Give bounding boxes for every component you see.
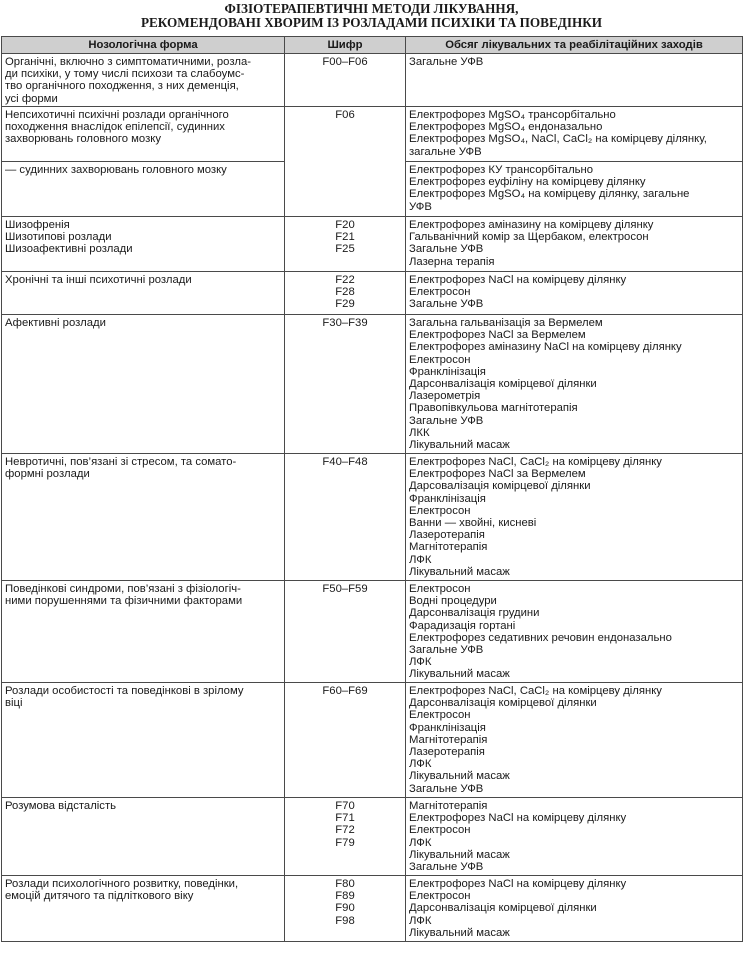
code-line: F21 bbox=[335, 231, 355, 244]
measure-line: Водні процедури bbox=[409, 595, 497, 608]
code-line: F40–F48 bbox=[322, 456, 368, 468]
measure-line: Лазерометрія bbox=[409, 390, 481, 403]
measure-line: Електросон bbox=[409, 583, 471, 595]
code-line: F29 bbox=[335, 298, 355, 311]
form-cell bbox=[2, 217, 285, 272]
physiotherapy-table bbox=[1, 36, 743, 942]
form-cell bbox=[2, 107, 285, 162]
code-line: F89 bbox=[335, 890, 355, 903]
measure-line: Загальне УФВ bbox=[409, 644, 484, 657]
code-line: F20 bbox=[335, 219, 355, 231]
measure-line: Дарсовалізація комірцевої ділянки bbox=[409, 480, 591, 493]
document-title bbox=[0, 2, 743, 30]
form-line: ними порушеннями та фізичними факторами bbox=[5, 595, 243, 608]
measure-line: Електрофорез еуфіліну на комірцеву ділянку bbox=[409, 176, 646, 189]
form-cell bbox=[2, 272, 285, 315]
header-code: Шифр bbox=[285, 37, 406, 54]
form-line: Органічні, включно з симптоматичними, розла- bbox=[5, 56, 252, 68]
form-line: тво органічного походження, з них деменція, bbox=[5, 80, 239, 93]
measure-line: ЛФК bbox=[409, 758, 432, 771]
table-row bbox=[2, 683, 743, 798]
measure-line: Магнітотерапія bbox=[409, 733, 488, 746]
code-cell bbox=[285, 315, 406, 454]
measure-line: Електрофорез аміназину NaCl на комірцеву ділянку bbox=[409, 341, 682, 354]
code-line: F80 bbox=[335, 878, 355, 890]
measures-cell bbox=[406, 876, 743, 942]
form-cell bbox=[2, 454, 285, 581]
code-line: F90 bbox=[335, 902, 355, 915]
table-row bbox=[2, 581, 743, 683]
form-line: ди психіки, у тому числі психози та слабоумс- bbox=[5, 68, 245, 81]
form-cell bbox=[2, 683, 285, 798]
measure-line: Електросон bbox=[409, 709, 471, 722]
measure-line: Франклінізація bbox=[409, 721, 486, 734]
measure-line: Електросон bbox=[409, 286, 471, 299]
code-line: F79 bbox=[335, 836, 355, 849]
form-line: захворювань головного мозку bbox=[5, 133, 161, 146]
measure-line: Дарсонвалізація комірцевої ділянки bbox=[409, 697, 597, 710]
table-row bbox=[2, 454, 743, 581]
measure-line: Електрофорез NaCl за Вермелем bbox=[409, 329, 586, 342]
measure-line: Електросон bbox=[409, 353, 471, 366]
measures-cell bbox=[406, 581, 743, 683]
measure-line: Дарсонвалізація грудини bbox=[409, 607, 540, 620]
measure-line: Загальне УФВ bbox=[409, 56, 484, 68]
table-row bbox=[2, 798, 743, 876]
measures-cell bbox=[406, 217, 743, 272]
table-row bbox=[2, 272, 743, 315]
code-cell bbox=[285, 217, 406, 272]
code-line: F22 bbox=[335, 274, 355, 286]
form-line: усі форми bbox=[5, 92, 58, 105]
measure-line: ЛФК bbox=[409, 553, 432, 566]
measure-line: Лікувальний масаж bbox=[409, 565, 510, 578]
code-line: F98 bbox=[335, 914, 355, 927]
code-line: F72 bbox=[335, 824, 355, 837]
code-line: F25 bbox=[335, 243, 355, 256]
measures-cell bbox=[406, 683, 743, 798]
measure-line: ЛФК bbox=[409, 656, 432, 669]
measures-cell bbox=[406, 454, 743, 581]
measure-line: Електрофорез NaCl на комірцеву ділянку bbox=[409, 878, 627, 890]
form-line: Шизоафективні розлади bbox=[5, 243, 133, 256]
measure-line: Гальванічний комір за Щербаком, електросон bbox=[409, 231, 649, 244]
measure-line: Електрофорез NaCl за Вермелем bbox=[409, 468, 586, 481]
form-line: походження внаслідок епілепсії, судинних bbox=[5, 121, 225, 134]
measure-line: Лікувальний масаж bbox=[409, 668, 510, 681]
code-line: F71 bbox=[335, 812, 355, 825]
table-row bbox=[2, 54, 743, 107]
table-row bbox=[2, 107, 743, 162]
measure-line: Загальне УФВ bbox=[409, 782, 484, 795]
measure-line: Дарсонвалізація комірцевої ділянки bbox=[409, 902, 597, 915]
code-line: F00–F06 bbox=[322, 56, 368, 68]
code-cell bbox=[285, 272, 406, 315]
form-line: Розлади психологічного розвитку, поведінки, bbox=[5, 878, 239, 890]
measure-line: Електросон bbox=[409, 890, 471, 903]
form-line: Хронічні та інші психотичні розлади bbox=[5, 274, 192, 286]
title-line-2: РЕКОМЕНДОВАНІ ХВОРИМ ІЗ РОЗЛАДАМИ ПСИХІКИ ТА ПОВЕДІНКИ bbox=[140, 15, 603, 30]
measure-line: ЛКК bbox=[409, 426, 430, 439]
form-line: емоцій дитячого та підліткового віку bbox=[5, 890, 194, 903]
measures-cell bbox=[406, 272, 743, 315]
measure-line: Загальне УФВ bbox=[409, 414, 484, 427]
table-row bbox=[2, 217, 743, 272]
form-line: Афективні розлади bbox=[5, 317, 106, 329]
measure-line: Лазеротерапія bbox=[409, 746, 485, 759]
measure-line: Електрофорез NaCl, CaCl₂ на комірцеву ділянку bbox=[409, 685, 662, 697]
measures-cell bbox=[406, 798, 743, 876]
measure-line: Електросон bbox=[409, 824, 471, 837]
code-cell bbox=[285, 683, 406, 798]
form-line: Шизофренія bbox=[5, 219, 70, 231]
measure-line: Електрофорез седативних речовин ендоназально bbox=[409, 631, 672, 644]
measure-line: Електрофорез MgSO₄ ендоназально bbox=[409, 121, 603, 134]
measure-line: УФВ bbox=[409, 200, 432, 213]
form-cell bbox=[2, 581, 285, 683]
code-cell bbox=[285, 581, 406, 683]
measure-line: Лікувальний масаж bbox=[409, 926, 510, 939]
measure-line: Електрофорез КУ трансорбітально bbox=[409, 164, 594, 176]
measure-line: Електрофорез MgSO₄ трансорбітально bbox=[409, 109, 616, 121]
measures-cell bbox=[406, 162, 743, 217]
measure-line: Електрофорез NaCl на комірцеву ділянку bbox=[409, 274, 627, 286]
form-line: віці bbox=[5, 697, 23, 710]
code-line: F06 bbox=[335, 109, 355, 121]
measures-cell bbox=[406, 107, 743, 162]
code-cell bbox=[285, 798, 406, 876]
form-line: Розумова відсталість bbox=[5, 800, 117, 812]
table-header-row bbox=[2, 37, 743, 54]
code-cell bbox=[285, 107, 406, 217]
measures-cell bbox=[406, 54, 743, 107]
measure-line: ЛФК bbox=[409, 836, 432, 849]
measure-line: Лазеротерапія bbox=[409, 529, 485, 542]
code-line: F28 bbox=[335, 286, 355, 299]
measure-line: Дарсонвалізація комірцевої ділянки bbox=[409, 378, 597, 391]
measure-line: загальне УФВ bbox=[409, 145, 482, 158]
form-cell bbox=[2, 315, 285, 454]
measure-line: Електрофорез NaCl на комірцеву ділянку bbox=[409, 812, 627, 825]
form-line: Розлади особистості та поведінкові в зрілому bbox=[5, 685, 244, 697]
table-row bbox=[2, 315, 743, 454]
header-nosological-form: Нозологічна форма bbox=[2, 37, 285, 54]
form-cell bbox=[2, 162, 285, 217]
form-cell bbox=[2, 798, 285, 876]
code-cell bbox=[285, 454, 406, 581]
code-line: F50–F59 bbox=[322, 583, 368, 595]
header-measures: Обсяг лікувальних та реабілітаційних заходів bbox=[406, 37, 743, 54]
measure-line: Магнітотерапія bbox=[409, 541, 488, 554]
title-line-1: ФІЗІОТЕРАПЕВТИЧНІ МЕТОДИ ЛІКУВАННЯ, bbox=[224, 1, 519, 16]
form-line: Непсихотичні психічні розлади органічного bbox=[5, 109, 229, 121]
measure-line: Загальна гальванізація за Вермелем bbox=[409, 317, 603, 329]
measure-line: ЛФК bbox=[409, 914, 432, 927]
measure-line: Лазерна терапія bbox=[409, 255, 495, 268]
measure-line: Електросон bbox=[409, 504, 471, 517]
measure-line: Фарадизація гортані bbox=[409, 619, 516, 632]
code-line: F60–F69 bbox=[322, 685, 368, 697]
measure-line: Магнітотерапія bbox=[409, 800, 488, 812]
table-row bbox=[2, 876, 743, 942]
measure-line: Правопівкульова магнітотерапія bbox=[409, 402, 578, 415]
form-line: формні розлади bbox=[5, 468, 90, 481]
measure-line: Лікувальний масаж bbox=[409, 770, 510, 783]
measure-line: Лікувальний масаж bbox=[409, 848, 510, 861]
measure-line: Загальне УФВ bbox=[409, 243, 484, 256]
measure-line: Ванни — хвойні, кисневі bbox=[409, 517, 537, 530]
measure-line: Електрофорез MgSO₄ на комірцеву ділянку, загальне bbox=[409, 188, 690, 201]
measure-line: Електрофорез NaCl, CaCl₂ на комірцеву ділянку bbox=[409, 456, 662, 468]
form-line: Поведінкові синдроми, пов’язані з фізіологіч- bbox=[5, 583, 241, 595]
measure-line: Електрофорез MgSO₄, NaCl, CaCl₂ на комірцеву ділянку, bbox=[409, 133, 707, 146]
form-cell bbox=[2, 876, 285, 942]
code-line: F70 bbox=[335, 800, 355, 812]
code-cell bbox=[285, 54, 406, 107]
measure-line: Загальне УФВ bbox=[409, 861, 484, 874]
measure-line: Загальне УФВ bbox=[409, 298, 484, 311]
form-cell bbox=[2, 54, 285, 107]
measure-line: Франклінізація bbox=[409, 492, 486, 505]
form-line: Невротичні, пов’язані зі стресом, та сомато- bbox=[5, 456, 237, 468]
form-line: Шизотипові розлади bbox=[5, 231, 112, 244]
measure-line: Електрофорез аміназину на комірцеву ділянку bbox=[409, 219, 654, 231]
code-cell bbox=[285, 876, 406, 942]
measure-line: Лікувальний масаж bbox=[409, 439, 510, 452]
measures-cell bbox=[406, 315, 743, 454]
measure-line: Франклінізація bbox=[409, 365, 486, 378]
form-line: — судинних захворювань головного мозку bbox=[5, 164, 227, 176]
code-line: F30–F39 bbox=[322, 317, 368, 329]
